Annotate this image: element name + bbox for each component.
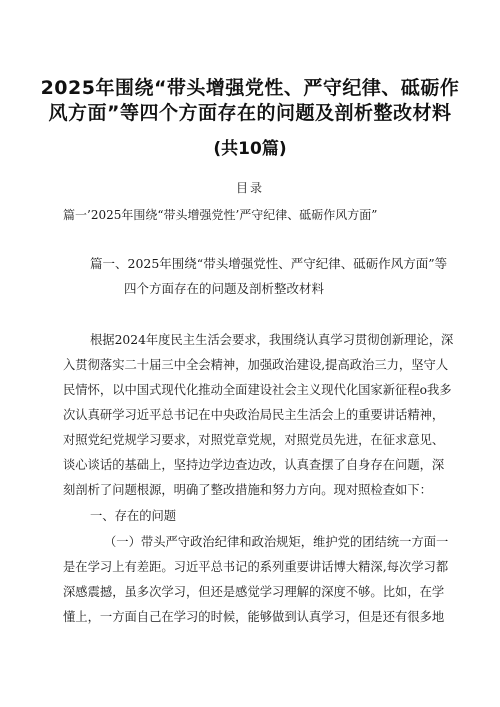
toc-heading: 目录 — [235, 181, 264, 195]
body-line: 是在学习上有差距。习近平总书记的系列重要讲话博大精深,每次学习都 — [63, 560, 449, 574]
section-title-line-1: 篇一、2025年围绕“带头增强党性、严守纪律、砥砺作风方面”等 — [90, 256, 448, 271]
body-line: （一）带头严守政治纪律和政治规矩，维护党的团结统一方面一 — [104, 535, 449, 549]
body-line: 次认真研学习近平总书记在中央政治局民主生活会上的重要讲话精神， — [63, 408, 445, 422]
toc-item[interactable]: 篇一’2025年围绕“带头增强党性’严守纪律、砥砺作风方面” — [63, 208, 378, 222]
document-title-line-2: 风方面”等四个方面存在的问题及剖析整改材料 — [48, 102, 452, 124]
body-line: 民情怀，以中国式现代化推动全面建设社会主义现代化国家新征程o我多 — [63, 383, 452, 397]
section-title-line-2: 四个方面存在的问题及剖析整改材料 — [124, 281, 325, 296]
body-line: 刻剖析了问题根源，明确了整改措施和努力方向。现对照检查如下： — [63, 483, 432, 497]
body-line: 入贯彻落实二十届三中全会精神，加强政治建设,提高政治三力，坚守人 — [63, 358, 449, 372]
document-title-line-1: 2025年围绕“带头增强党性、严守纪律、砥砺作 — [40, 77, 460, 99]
body-line: 对照党纪党规学习要求，对照党章党规，对照党员先进，在征求意见、 — [63, 433, 445, 447]
section-heading: 一、存在的问题 — [90, 509, 177, 523]
body-line: 根据2024年度民主生活会要求，我围绕认真学习贯彻创新理论，深 — [90, 333, 454, 347]
body-line: 谈心谈话的基础上，坚持边学边查边改，认真查摆了自身存在问题，深 — [63, 458, 445, 472]
body-line: 懂上，一方面自己在学习的时候，能够做到认真学习，但是还有很多地 — [63, 610, 445, 624]
document-title-count: (共10篇) — [213, 139, 287, 159]
body-line: 深感震撼，虽多次学习，但还是感觉学习理解的深度不够。比如，在学 — [63, 585, 445, 599]
